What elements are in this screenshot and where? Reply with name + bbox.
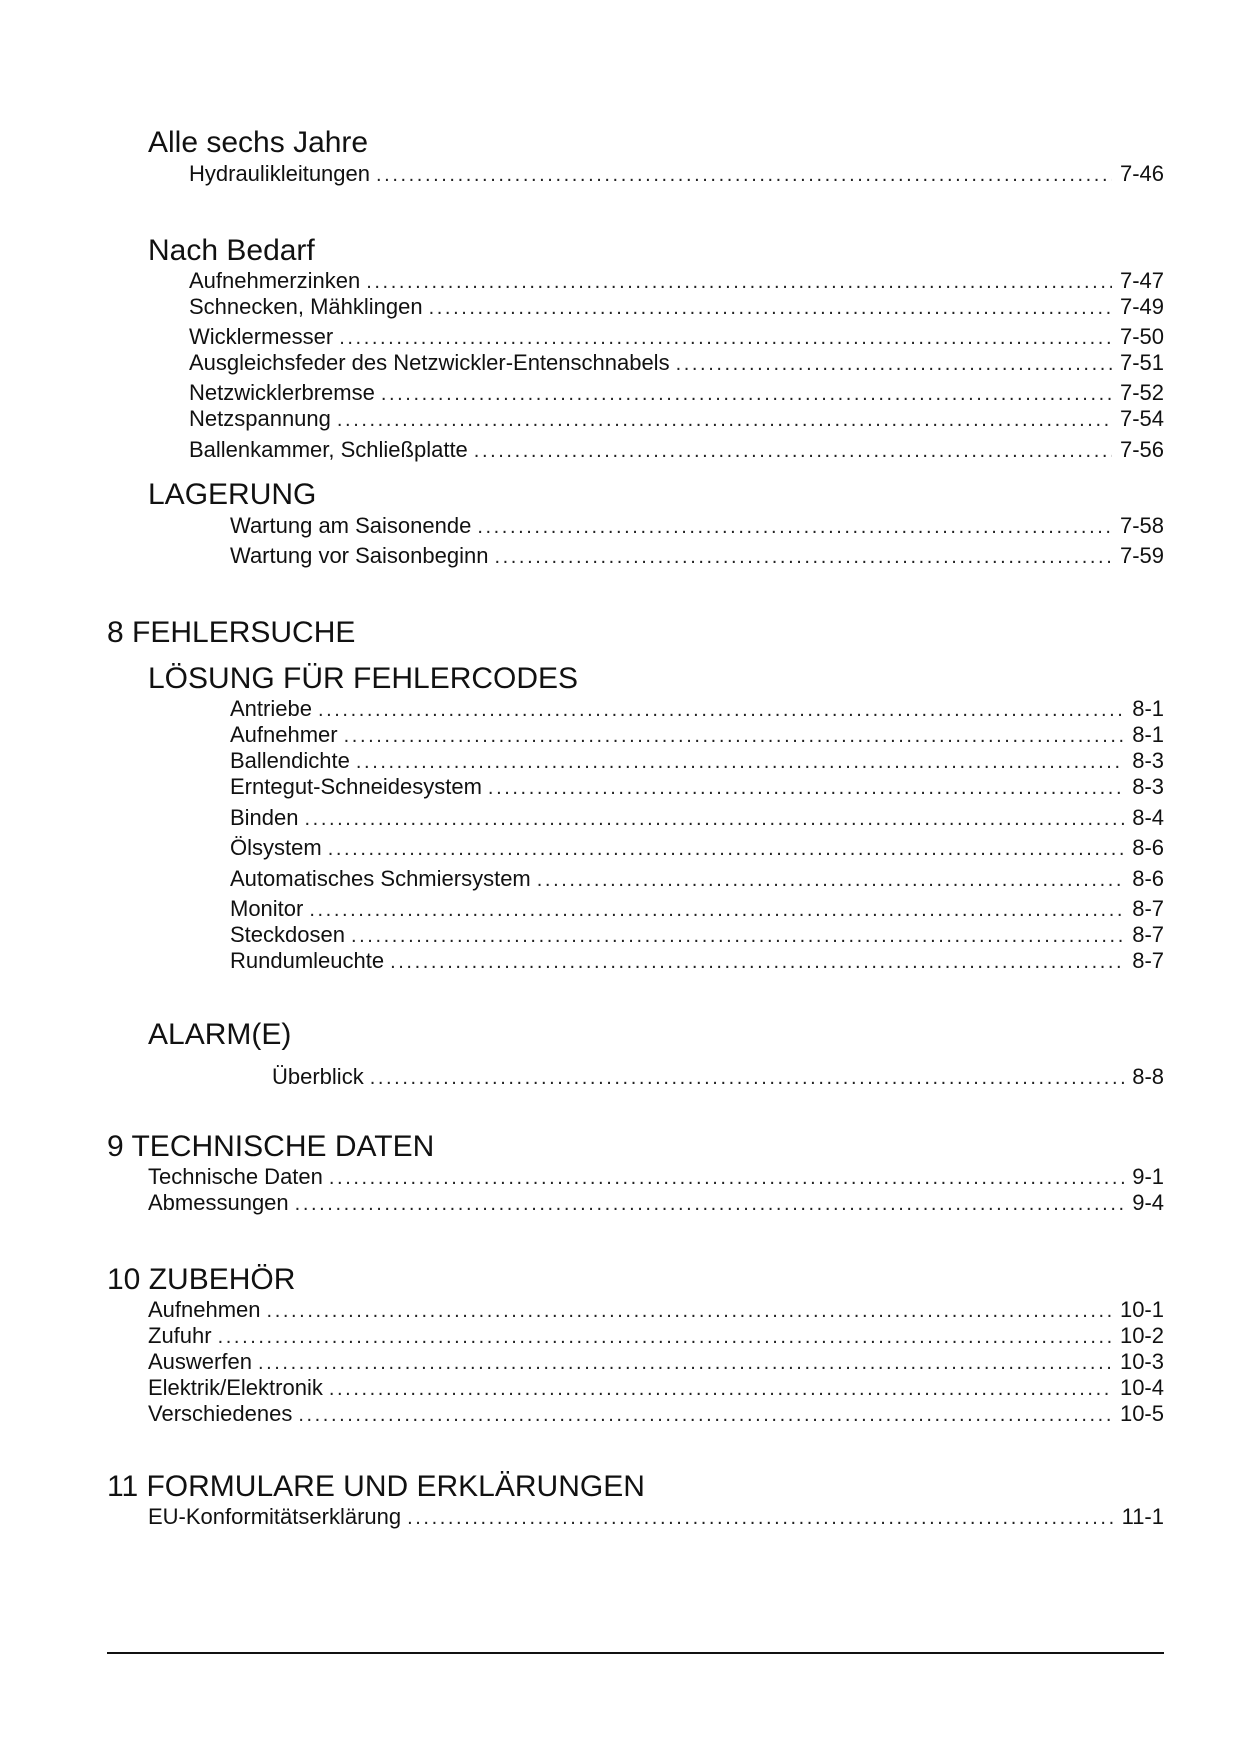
dot-leader (381, 381, 1112, 407)
toc-entry[interactable] (189, 294, 1164, 320)
toc-entry[interactable] (189, 406, 1164, 432)
dot-leader (676, 351, 1112, 377)
entry-label: Netzwicklerbremse (189, 380, 375, 405)
entry-page: 7-54 (1119, 406, 1164, 431)
dot-leader (218, 1324, 1112, 1350)
dot-leader (329, 1376, 1112, 1402)
entry-label: Abmessungen (148, 1190, 289, 1215)
dot-leader (329, 1165, 1124, 1191)
entry-label: Ballendichte (230, 748, 350, 773)
section-heading: LÖSUNG FÜR FEHLERCODES (148, 662, 579, 695)
entry-page: 8-3 (1132, 774, 1164, 799)
entry-page: 8-7 (1132, 922, 1164, 947)
entry-page: 10-4 (1119, 1375, 1164, 1400)
dot-leader (337, 407, 1112, 433)
dot-leader (267, 1298, 1112, 1324)
toc-entry[interactable] (230, 748, 1164, 774)
dot-leader (351, 923, 1124, 949)
entry-page: 7-50 (1119, 324, 1164, 349)
dot-leader (309, 897, 1124, 923)
entry-label: Aufnehmen (148, 1297, 261, 1322)
entry-label: Aufnehmerzinken (189, 268, 361, 293)
toc-entry[interactable] (230, 722, 1164, 748)
entry-label: Hydraulikleitungen (189, 161, 370, 186)
dot-leader (474, 438, 1112, 464)
section-heading: Alle sechs Jahre (148, 126, 369, 159)
footer-rule (107, 1652, 1164, 1654)
entry-page: 7-52 (1119, 380, 1164, 405)
dot-leader (477, 514, 1112, 540)
dot-leader (298, 1402, 1112, 1428)
entry-page: 8-7 (1132, 948, 1164, 973)
dot-leader (318, 697, 1124, 723)
toc-entry[interactable] (230, 696, 1164, 722)
entry-page: 8-6 (1132, 866, 1164, 891)
toc-entry[interactable] (148, 1504, 1164, 1530)
dot-leader (494, 544, 1112, 570)
dot-leader (537, 867, 1124, 893)
toc-entry[interactable] (189, 324, 1164, 350)
toc-entry[interactable] (189, 350, 1164, 376)
toc-entry[interactable] (230, 948, 1164, 974)
section-heading: Nach Bedarf (148, 234, 315, 267)
entry-label: Ölsystem (230, 835, 322, 860)
toc-entry[interactable] (230, 922, 1164, 948)
section-heading: ALARM(E) (148, 1018, 292, 1051)
dot-leader (295, 1191, 1125, 1217)
toc-entry[interactable] (230, 774, 1164, 800)
entry-label: Wartung vor Saisonbeginn (230, 543, 489, 568)
entry-label: Ausgleichsfeder des Netzwickler-Entenschnabels (189, 350, 670, 375)
toc-entry[interactable] (189, 380, 1164, 406)
toc-entry[interactable] (148, 1297, 1164, 1323)
entry-label: Netzspannung (189, 406, 331, 431)
toc-entry[interactable] (272, 1064, 1164, 1090)
toc-entry[interactable] (189, 437, 1164, 463)
entry-label: Auswerfen (148, 1349, 252, 1374)
chapter-heading: 10 ZUBEHÖR (107, 1263, 296, 1296)
dot-leader (339, 325, 1112, 351)
entry-page: 10-5 (1119, 1401, 1164, 1426)
entry-page: 7-51 (1119, 350, 1164, 375)
toc-entry[interactable] (230, 805, 1164, 831)
chapter-heading: 8 FEHLERSUCHE (107, 616, 356, 649)
entry-page: 11-1 (1121, 1504, 1164, 1529)
section-heading: LAGERUNG (148, 478, 317, 511)
dot-leader (258, 1350, 1112, 1376)
dot-leader (390, 949, 1124, 975)
entry-label: Wartung am Saisonende (230, 513, 472, 538)
entry-page: 7-59 (1119, 543, 1164, 568)
dot-leader (356, 749, 1124, 775)
entry-page: 8-1 (1132, 722, 1164, 747)
entry-label: Steckdosen (230, 922, 345, 947)
toc-entry[interactable] (230, 896, 1164, 922)
entry-label: Ballenkammer, Schließplatte (189, 437, 468, 462)
entry-label: Automatisches Schmiersystem (230, 866, 531, 891)
entry-label: Schnecken, Mähklingen (189, 294, 423, 319)
toc-entry[interactable] (230, 513, 1164, 539)
entry-page: 8-1 (1132, 696, 1164, 721)
entry-label: Zufuhr (148, 1323, 212, 1348)
toc-entry[interactable] (230, 835, 1164, 861)
chapter-heading: 11 FORMULARE UND ERKLÄRUNGEN (107, 1470, 645, 1503)
dot-leader (376, 162, 1112, 188)
dot-leader (305, 806, 1125, 832)
entry-label: EU-Konformitätserklärung (148, 1504, 402, 1529)
entry-page: 7-58 (1119, 513, 1164, 538)
toc-entry[interactable] (148, 1190, 1164, 1216)
entry-page: 8-6 (1132, 835, 1164, 860)
toc-entry[interactable] (148, 1401, 1164, 1427)
toc-entry[interactable] (230, 543, 1164, 569)
entry-label: Binden (230, 805, 299, 830)
entry-page: 7-47 (1119, 268, 1164, 293)
entry-label: Rundumleuchte (230, 948, 385, 973)
entry-page: 7-56 (1119, 437, 1164, 462)
toc-entry[interactable] (148, 1375, 1164, 1401)
entry-page: 8-3 (1132, 748, 1164, 773)
dot-leader (488, 775, 1124, 801)
entry-label: Elektrik/Elektronik (148, 1375, 323, 1400)
toc-entry[interactable] (189, 161, 1164, 187)
entry-label: Erntegut-Schneidesystem (230, 774, 482, 799)
dot-leader (328, 836, 1125, 862)
entry-page: 10-3 (1119, 1349, 1164, 1374)
dot-leader (407, 1505, 1113, 1531)
entry-page: 7-49 (1119, 294, 1164, 319)
toc-entry[interactable] (189, 268, 1164, 294)
dot-leader (370, 1065, 1125, 1091)
toc-entry[interactable] (148, 1164, 1164, 1190)
entry-page: 9-1 (1132, 1164, 1164, 1189)
entry-label: Wicklermesser (189, 324, 334, 349)
entry-page: 8-8 (1132, 1064, 1164, 1089)
toc-entry[interactable] (148, 1349, 1164, 1375)
entry-page: 8-4 (1132, 805, 1164, 830)
entry-page: 9-4 (1132, 1190, 1164, 1215)
toc-entry[interactable] (148, 1323, 1164, 1349)
dot-leader (344, 723, 1125, 749)
entry-label: Monitor (230, 896, 304, 921)
entry-page: 8-7 (1132, 896, 1164, 921)
entry-label: Antriebe (230, 696, 312, 721)
entry-label: Überblick (272, 1064, 364, 1089)
entry-label: Technische Daten (148, 1164, 323, 1189)
entry-page: 10-2 (1119, 1323, 1164, 1348)
entry-page: 10-1 (1119, 1297, 1164, 1322)
entry-label: Verschiedenes (148, 1401, 293, 1426)
toc-entry[interactable] (230, 866, 1164, 892)
chapter-heading: 9 TECHNISCHE DATEN (107, 1130, 435, 1163)
entry-label: Aufnehmer (230, 722, 338, 747)
dot-leader (429, 295, 1112, 321)
entry-page: 7-46 (1119, 161, 1164, 186)
dot-leader (366, 269, 1112, 295)
